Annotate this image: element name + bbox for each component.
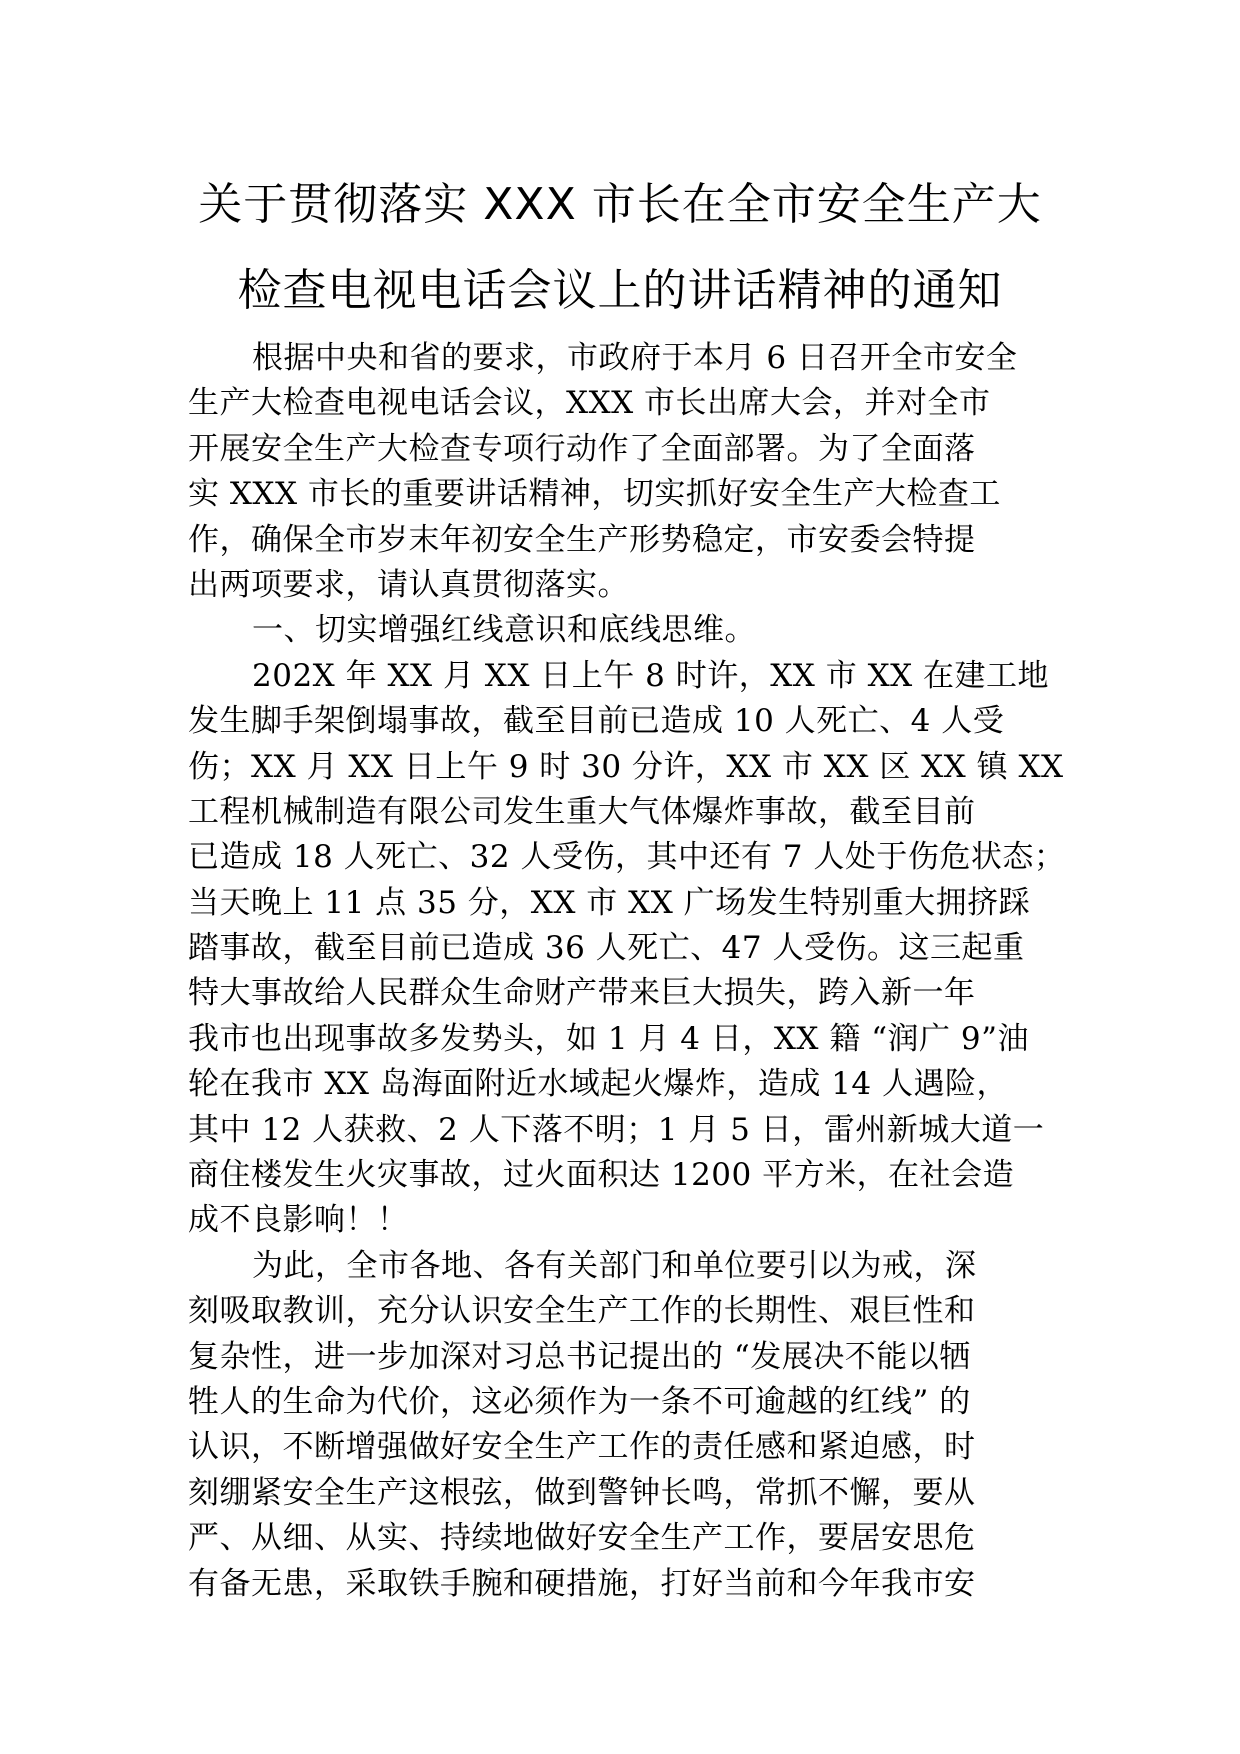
paragraph-line: 生产大检查电视电话会议，XXX 市长出席大会，并对全市 (188, 385, 991, 422)
paragraph-line: 实 XXX 市长的重要讲话精神，切实抓好安全生产大检查工 (188, 476, 1001, 513)
paragraph-line: 商住楼发生火灾事故，过火面积达 1200 平方米，在社会造 (188, 1157, 1015, 1194)
paragraph-line: 踏事故，截至目前已造成 36 人死亡、47 人受伤。这三起重 (188, 930, 1025, 967)
paragraph-line: 开展安全生产大检查专项行动作了全面部署。为了全面落 (188, 430, 976, 467)
paragraph-line: 严、从细、从实、持续地做好安全生产工作，要居安思危 (188, 1520, 976, 1557)
paragraph-line: 刻绷紧安全生产这根弦，做到警钟长鸣，常抓不懈，要从 (188, 1474, 976, 1511)
paragraph-line: 202X 年 XX 月 XX 日上午 8 时许，XX 市 XX 在建工地 (252, 657, 1050, 694)
paragraph-line: 牲人的生命为代价，这必须作为一条不可逾越的红线” 的 (188, 1383, 971, 1420)
paragraph-line: 有备无患，采取铁手腕和硬措施，打好当前和今年我市安 (188, 1565, 976, 1602)
paragraph-line: 工程机械制造有限公司发生重大气体爆炸事故，截至目前 (188, 793, 976, 830)
paragraph-line: 复杂性，进一步加深对习总书记提出的 “发展决不能以牺 (188, 1338, 971, 1375)
document-body (188, 336, 1088, 1607)
paragraph-line: 我市也出现事故多发势头，如 1 月 4 日，XX 籍 “润广 9”油 (188, 1020, 1029, 1057)
paragraph-line: 伤；XX 月 XX 日上午 9 时 30 分许，XX 市 XX 区 XX 镇 XX (188, 748, 1064, 785)
paragraph-line: 其中 12 人获救、2 人下落不明；1 月 5 日，雷州新城大道一 (188, 1111, 1045, 1148)
paragraph-line: 为此，全市各地、各有关部门和单位要引以为戒，深 (252, 1247, 977, 1284)
document-title (150, 162, 1090, 334)
paragraph-line: 发生脚手架倒塌事故，截至目前已造成 10 人死亡、4 人受 (188, 703, 1005, 740)
section-heading: 一、切实增强红线意识和底线思维。 (252, 612, 756, 649)
paragraph-line: 特大事故给人民群众生命财产带来巨大损失，跨入新一年 (188, 975, 976, 1012)
paragraph-line: 根据中央和省的要求，市政府于本月 6 日召开全市安全 (252, 340, 1018, 376)
paragraph-line: 认识，不断增强做好安全生产工作的责任感和紧迫感，时 (188, 1429, 976, 1466)
paragraph-line: 当天晚上 11 点 35 分，XX 市 XX 广场发生特别重大拥挤踩 (188, 884, 1031, 921)
paragraph-line: 成不良影响！！ (188, 1202, 409, 1239)
paragraph-line: 作，确保全市岁末年初安全生产形势稳定，市安委会特提 (188, 521, 976, 558)
paragraph-line: 刻吸取教训，充分认识安全生产工作的长期性、艰巨性和 (188, 1293, 976, 1330)
title-line: 检查电视电话会议上的讲话精神的通知 (237, 265, 1003, 316)
paragraph-line: 轮在我市 XX 岛海面附近水域起火爆炸，造成 14 人遇险， (188, 1066, 1008, 1103)
title-line: 关于贯彻落实 XXX 市长在全市安全生产大 (198, 179, 1042, 230)
paragraph-line: 已造成 18 人死亡、32 人受伤，其中还有 7 人处于伤危状态； (188, 839, 1066, 876)
paragraph-line: 出两项要求，请认真贯彻落实。 (188, 566, 629, 603)
